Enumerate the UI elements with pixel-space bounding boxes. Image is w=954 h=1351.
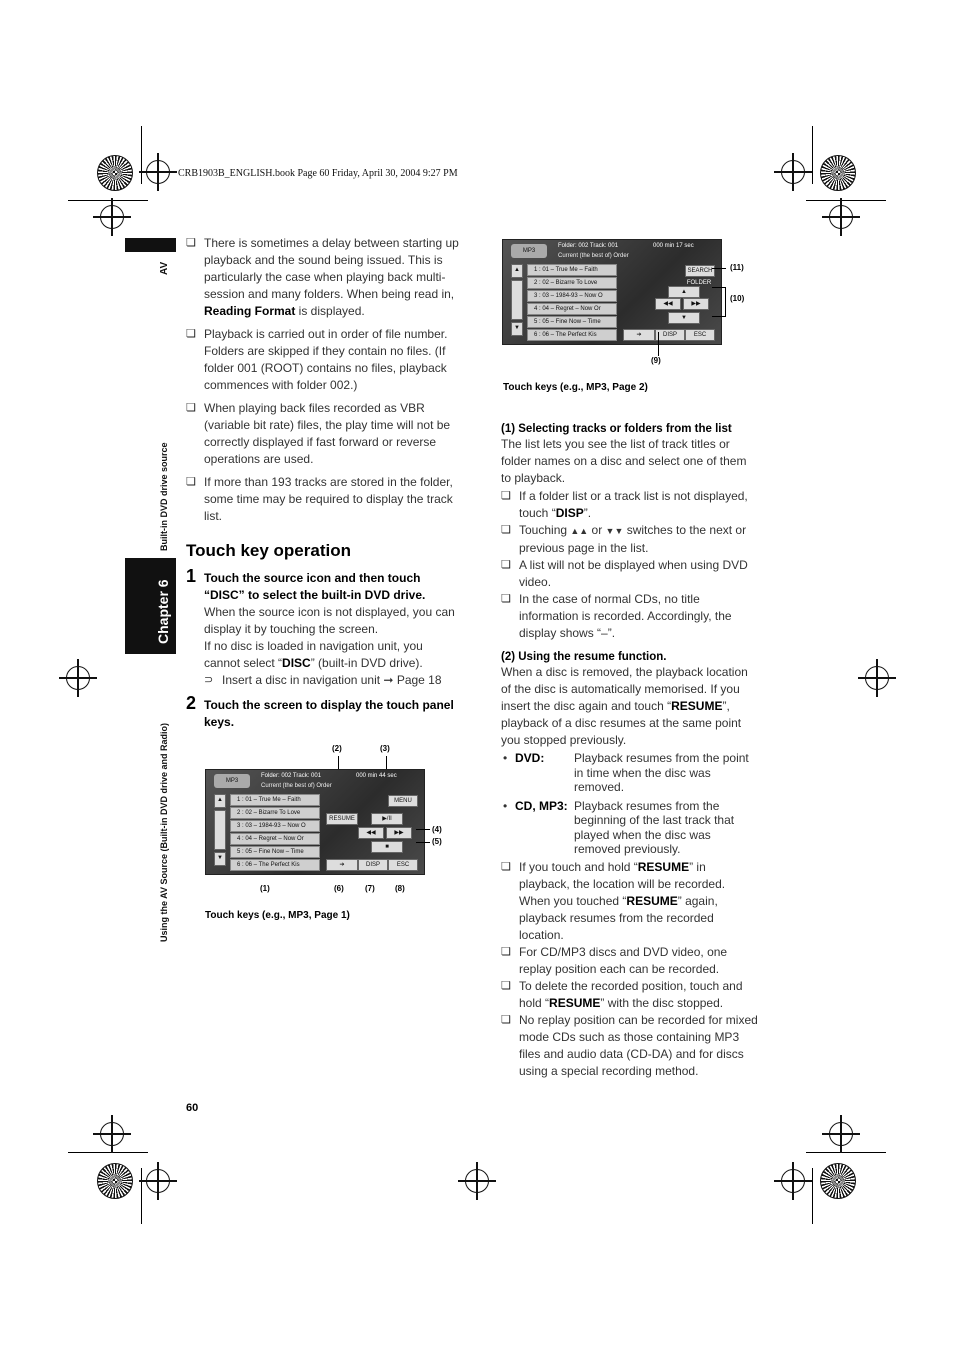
callout-line xyxy=(712,287,726,288)
note-item: ❏ If you touch and hold “RESUME” in playback, the location will be recorded. When you touched “RESUME” again, playback resumes from the recorded location. xyxy=(501,859,759,944)
next-track-button[interactable]: ▶▶ xyxy=(386,827,412,839)
note-item: ❏ For CD/MP3 discs and DVD video, one replay position each can be recorded. xyxy=(501,944,759,978)
screenshot-page-2 xyxy=(502,239,722,345)
figure-caption: Touch keys (e.g., MP3, Page 1) xyxy=(205,910,350,921)
resume-button[interactable]: RESUME xyxy=(326,813,358,825)
callout-line xyxy=(712,268,726,269)
mp3-source-icon: MP3 xyxy=(214,774,250,788)
note-item: ❏ Playback is carried out in order of file number. Folders are skipped if they contain no files. (If folder 001 (ROOT) contains no files, playback commences with folder 002.) xyxy=(186,326,461,394)
registration-mark-icon xyxy=(146,1169,170,1193)
left-column xyxy=(186,235,461,731)
track-list-item[interactable]: 4 : 04 – Regret – Now Or xyxy=(230,833,320,845)
registration-sunburst-icon xyxy=(97,1163,133,1199)
subsection-title: (2) Using the resume function. xyxy=(501,651,667,663)
scroll-bar[interactable] xyxy=(511,280,523,320)
paragraph: When a disc is removed, the playback location of the disc is automatically memorised. If you insert the disc again and touch “RESUME”, playback of a disc resumes at the same point you stopped previously. xyxy=(501,665,748,747)
definition-item: • CD, MP3: Playback resumes from the beginning of the last track that played when the disc was removed previously. xyxy=(501,799,759,857)
sidebar-section-label: Built-in DVD drive source xyxy=(159,442,169,551)
note-item: ❏ If a folder list or a track list is not displayed, touch “DISP”. xyxy=(501,488,759,522)
note-item: ❏ A list will not be displayed when using DVD video. xyxy=(501,557,759,591)
stop-button[interactable]: ■ xyxy=(371,841,403,853)
registration-mark-icon xyxy=(781,160,805,184)
mp3-source-icon: MP3 xyxy=(511,244,547,258)
current-order-readout: Current (the best of) Order xyxy=(558,253,629,259)
play-pause-button[interactable]: ▶/II xyxy=(371,813,403,825)
folder-label: FOLDER xyxy=(686,280,712,286)
scroll-up-button[interactable]: ▲ xyxy=(511,264,523,278)
section-heading: Touch key operation xyxy=(186,541,351,560)
track-list-item[interactable]: 2 : 02 – Bizarre To Love xyxy=(527,277,617,289)
track-list-item[interactable]: 6 : 06 – The Perfect Kis xyxy=(230,859,320,871)
scroll-up-button[interactable]: ▲ xyxy=(214,794,226,808)
note-item: ❏ To delete the recorded position, touch and hold “RESUME” with the disc stopped. xyxy=(501,978,759,1012)
crop-mark xyxy=(806,1152,886,1153)
crop-mark xyxy=(68,200,148,201)
registration-sunburst-icon xyxy=(820,155,856,191)
registration-mark-icon xyxy=(829,1122,853,1146)
registration-mark-icon xyxy=(865,666,889,690)
note-item: ❏ Touching ▲▲ or ▼▼ switches to the next or previous page in the list. xyxy=(501,522,759,557)
track-list-item[interactable]: 1 : 01 – True Me – Faith xyxy=(527,264,617,276)
registration-mark-icon xyxy=(100,205,124,229)
track-list-item[interactable]: 3 : 03 – 1984-93 – Now O xyxy=(230,820,320,832)
disp-button[interactable]: DISP xyxy=(655,329,685,341)
scroll-down-button[interactable]: ▼ xyxy=(511,322,523,336)
next-page-button[interactable]: ➔ xyxy=(326,859,358,871)
crop-mark xyxy=(812,126,813,184)
registration-mark-icon xyxy=(100,1122,124,1146)
definition-item: • DVD: Playback resumes from the point in time when the disc was removed. xyxy=(501,751,759,795)
figure-caption: Touch keys (e.g., MP3, Page 2) xyxy=(503,382,648,393)
callout-line xyxy=(725,287,726,317)
track-list-item[interactable]: 5 : 05 – Fine Now – Time xyxy=(527,316,617,328)
callout-1: (1) xyxy=(260,884,270,893)
disp-button[interactable]: DISP xyxy=(358,859,388,871)
step-1 xyxy=(186,566,461,689)
registration-sunburst-icon xyxy=(97,155,133,191)
page-reference: ⊃ Insert a disc in navigation unit ➞ Page 18 xyxy=(204,672,461,689)
esc-button[interactable]: ESC xyxy=(685,329,715,341)
crop-mark xyxy=(806,200,886,201)
note-item: ❏ No replay position can be recorded for mixed mode CDs such as those containing MP3 files and audio data (CD-DA) and for discs using a special recording method. xyxy=(501,1012,759,1080)
sidebar-title: Using the AV Source (Built-in DVD drive and Radio) xyxy=(159,722,169,942)
sidebar-top-bar xyxy=(125,238,176,252)
subsection-title: (1) Selecting tracks or folders from the list xyxy=(501,423,732,435)
note-item: ❏ If more than 193 tracks are stored in the folder, some time may be required to display the track list. xyxy=(186,474,461,525)
step-number: 1 xyxy=(186,566,197,586)
step-number: 2 xyxy=(186,693,197,713)
callout-line xyxy=(712,316,726,317)
folder-next-button[interactable]: ▶▶ xyxy=(683,298,709,310)
previous-track-button[interactable]: ◀◀ xyxy=(358,827,384,839)
registration-mark-icon xyxy=(146,160,170,184)
track-list-item[interactable]: 3 : 03 – 1984-93 – Now O xyxy=(527,290,617,302)
callout-2: (2) xyxy=(332,744,342,753)
track-list-item[interactable]: 5 : 05 – Fine Now – Time xyxy=(230,846,320,858)
step-title: Touch the screen to display the touch panel keys. xyxy=(204,698,454,729)
folder-track-readout: Folder: 002 Track: 001 xyxy=(261,773,322,779)
time-readout: 000 min 17 sec xyxy=(653,243,694,249)
callout-8: (8) xyxy=(395,884,405,893)
next-page-button[interactable]: ➔ xyxy=(623,329,655,341)
registration-mark-icon xyxy=(829,205,853,229)
esc-button[interactable]: ESC xyxy=(388,859,418,871)
track-list-item[interactable]: 6 : 06 – The Perfect Kis xyxy=(527,329,617,341)
note-item: ❏ In the case of normal CDs, no title information is recorded. Accordingly, the display shows “–”. xyxy=(501,591,759,642)
step-text: When the source icon is not displayed, you can display it by touching the screen. xyxy=(204,605,455,636)
callout-3: (3) xyxy=(380,744,390,753)
folder-up-button[interactable]: ▲ xyxy=(668,286,700,298)
scroll-bar[interactable] xyxy=(214,810,226,850)
callout-4: (4) xyxy=(432,825,442,834)
callout-5: (5) xyxy=(432,837,442,846)
time-readout: 000 min 44 sec xyxy=(356,773,397,779)
callout-10: (10) xyxy=(730,294,745,303)
search-button[interactable]: SEARCH xyxy=(685,265,715,277)
registration-mark-icon xyxy=(66,666,90,690)
callout-line xyxy=(416,842,430,843)
crop-mark xyxy=(68,1152,148,1153)
scroll-down-button[interactable]: ▼ xyxy=(214,852,226,866)
chapter-label: Chapter 6 xyxy=(155,579,171,644)
crop-mark xyxy=(141,1168,142,1224)
crop-mark xyxy=(812,1168,813,1224)
callout-9: (9) xyxy=(651,356,661,365)
paragraph: The list lets you see the list of track titles or folder names on a disc and select one of them to playback. xyxy=(501,437,747,485)
sidebar-av-label: AV xyxy=(159,261,170,275)
right-column xyxy=(501,422,759,1080)
file-header: CRB1903B_ENGLISH.book Page 60 Friday, April 30, 2004 9:27 PM xyxy=(178,168,458,179)
callout-11: (11) xyxy=(730,263,744,272)
folder-track-readout: Folder: 002 Track: 001 xyxy=(558,243,619,249)
page-down-up-icon: ▼▼ xyxy=(605,526,624,536)
menu-button[interactable]: MENU xyxy=(388,795,418,807)
note-item: ❏ When playing back files recorded as VBR (variable bit rate) files, the play time will not be correctly displayed if fast forward or reverse operations are used. xyxy=(186,400,461,468)
callout-6: (6) xyxy=(334,884,344,893)
callout-7: (7) xyxy=(365,884,375,893)
crop-mark xyxy=(141,126,142,184)
callout-line xyxy=(658,332,659,356)
track-list-item[interactable]: 2 : 02 – Bizarre To Love xyxy=(230,807,320,819)
page-number: 60 xyxy=(186,1102,199,1114)
page-up-down-icon: ▲▲ xyxy=(570,526,589,536)
folder-prev-button[interactable]: ◀◀ xyxy=(655,298,681,310)
screenshot-page-1 xyxy=(205,769,425,875)
folder-down-button[interactable]: ▼ xyxy=(668,312,700,324)
note-item: ❏ There is sometimes a delay between starting up playback and the sound being issued. This is particularly the case when playing back multi-session and many folders. When being read in, Reading Format is displayed. xyxy=(186,235,461,320)
track-list-item[interactable]: 1 : 01 – True Me – Faith xyxy=(230,794,320,806)
track-list-item[interactable]: 4 : 04 – Regret – Now Or xyxy=(527,303,617,315)
current-order-readout: Current (the best of) Order xyxy=(261,783,332,789)
step-title: Touch the source icon and then touch “DISC” to select the built-in DVD drive. xyxy=(204,571,426,602)
step-2 xyxy=(186,693,461,731)
step-text: If no disc is loaded in navigation unit, you cannot select “DISC” (built-in DVD drive). xyxy=(204,639,423,670)
registration-mark-icon xyxy=(465,1169,489,1193)
callout-line xyxy=(416,829,430,830)
registration-mark-icon xyxy=(781,1169,805,1193)
registration-sunburst-icon xyxy=(820,1163,856,1199)
